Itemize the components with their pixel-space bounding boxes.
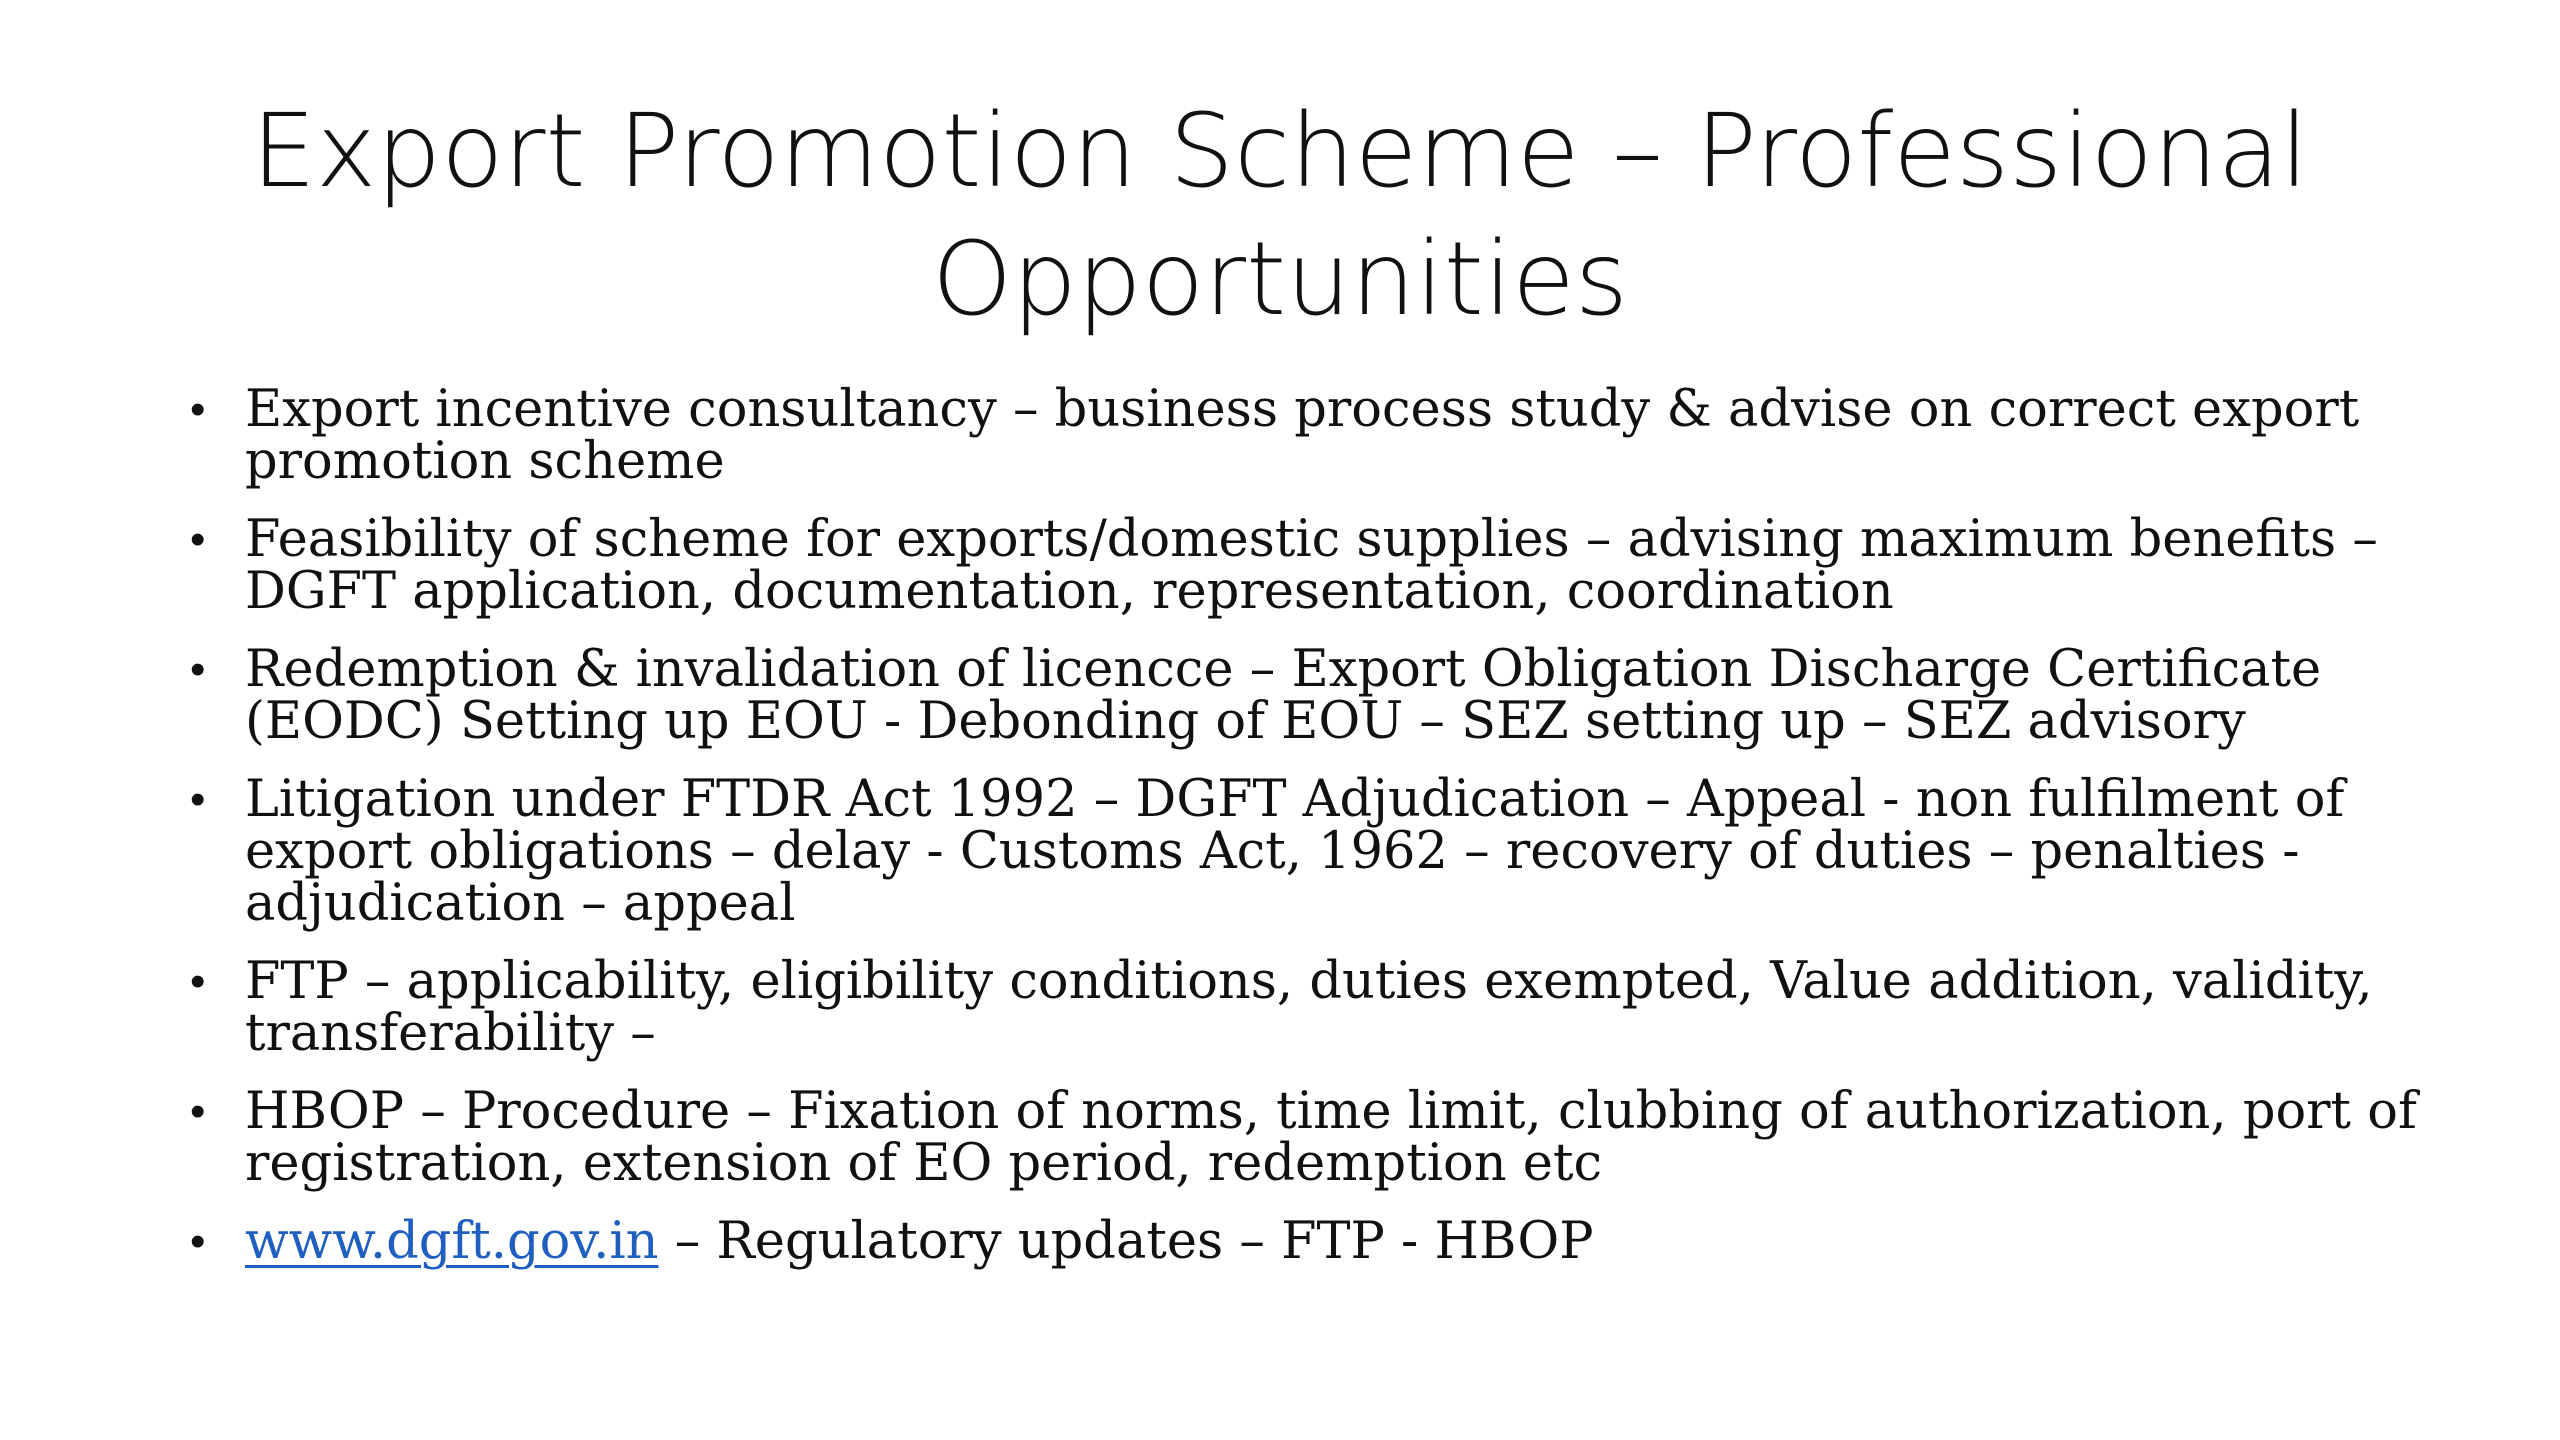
bullet-text: Litigation under FTDR Act 1992 – DGFT Adjudication – Appeal - non fulfilment of export obligations – delay - Customs Act, 1962 – recovery of duties – penalties - adjudication – appeal	[245, 770, 2345, 933]
bullet-item	[190, 1212, 2440, 1271]
bullet-item	[190, 510, 2440, 621]
bullet-item	[190, 770, 2440, 933]
bullet-text: FTP – applicability, eligibility conditions, duties exempted, Value addition, validity, transferability –	[245, 952, 2373, 1063]
bullet-text: Export incentive consultancy – business process study & advise on correct export promotion scheme	[245, 380, 2360, 491]
bullet-dot-icon: •	[190, 645, 206, 694]
slide-title-line-1: Export Promotion Scheme – Professional	[251, 92, 2309, 211]
bullet-dot-icon: •	[190, 1087, 206, 1136]
bullet-text: Feasibility of scheme for exports/domestic supplies – advising maximum benefits – DGFT application, documentation, representation, coordination	[245, 510, 2378, 621]
bullet-link-suffix-text: – Regulatory updates – FTP - HBOP	[658, 1212, 1594, 1271]
bullet-dot-icon: •	[190, 515, 206, 564]
slide-title	[180, 88, 2380, 344]
bullet-item	[190, 1082, 2440, 1193]
bullet-dot-icon: •	[190, 1217, 206, 1266]
bullet-text-with-link	[245, 1212, 2440, 1271]
bullet-item	[190, 640, 2440, 751]
bullet-item	[190, 380, 2440, 491]
bullet-dot-icon: •	[190, 775, 206, 824]
bullet-text: Redemption & invalidation of licencce – Export Obligation Discharge Certificate (EODC) Setting up EOU - Debonding of EOU – SEZ setting up – SEZ advisory	[245, 640, 2322, 751]
bullet-list	[190, 380, 2440, 1294]
bullet-item	[190, 952, 2440, 1063]
bullet-text: HBOP – Procedure – Fixation of norms, time limit, clubbing of authorization, port of registration, extension of EO period, redemption etc	[245, 1082, 2417, 1193]
slide-title-line-2: Opportunities	[932, 220, 1628, 339]
dgft-website-link[interactable]: www.dgft.gov.in	[245, 1212, 659, 1271]
bullet-dot-icon: •	[190, 385, 206, 434]
bullet-dot-icon: •	[190, 957, 206, 1006]
